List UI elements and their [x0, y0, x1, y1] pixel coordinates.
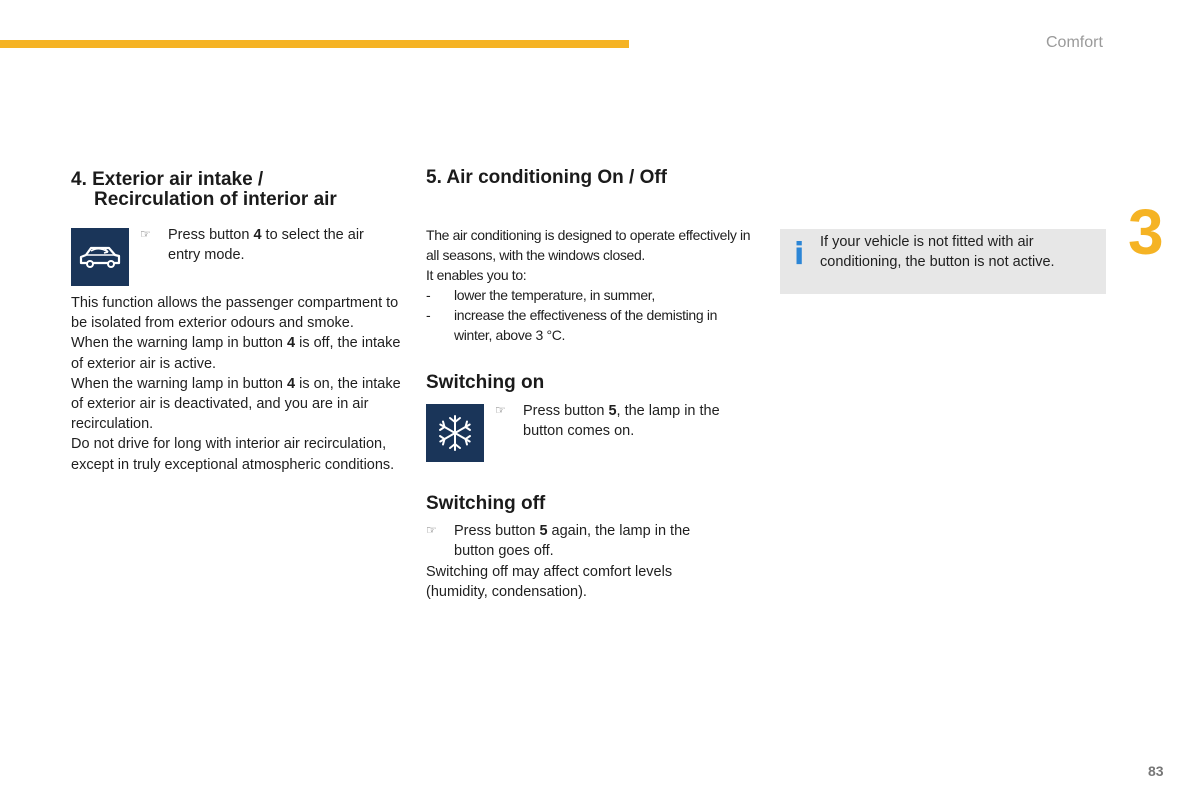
pointing-hand-icon: ☞	[495, 403, 506, 417]
air-conditioning-intro	[426, 225, 756, 286]
heading-air-conditioning: 5. Air conditioning On / Off	[426, 167, 667, 188]
air-conditioning-benefits-list	[426, 285, 756, 346]
heading-line-1: 4. Exterior air intake /	[71, 169, 264, 190]
page-number: 83	[1148, 763, 1164, 779]
pointing-hand-icon: ☞	[140, 227, 151, 241]
paragraph: It enables you to:	[426, 267, 527, 284]
car-air-recirculation-icon	[71, 228, 129, 286]
heading-switching-off: Switching off	[426, 493, 546, 514]
snowflake-icon	[426, 404, 484, 462]
bullet-switching-off: ☞ Press button 5 again, the lamp in the button goes off.	[426, 521, 726, 561]
switching-off-note: Switching off may affect comfort levels (humidity, condensation).	[426, 564, 673, 601]
bullet-select-air-entry: ☞ Press button 4 to select the air entry mode.	[140, 225, 390, 265]
bullet-switching-on: ☞ Press button 5, the lamp in the button comes on.	[495, 401, 745, 441]
exterior-air-description	[71, 293, 401, 475]
paragraph: When the warning lamp in button 4 is on, the intake of exterior air is deactivated, and you are in air recirculation.	[71, 375, 401, 433]
list-item: - increase the effectiveness of the demisting in winter, above 3 °C.	[426, 307, 718, 344]
info-icon: i	[794, 237, 805, 272]
pointing-hand-icon: ☞	[426, 523, 437, 537]
heading-line-2: Recirculation of interior air	[94, 189, 337, 210]
heading-switching-on: Switching on	[426, 372, 545, 393]
paragraph: When the warning lamp in button 4 is off, the intake of exterior air is active.	[71, 335, 401, 372]
info-note-box	[780, 229, 1106, 294]
paragraph: Do not drive for long with interior air recirculation, except in truly exceptional atmospheric conditions.	[71, 436, 395, 473]
chapter-number: 3	[1128, 196, 1164, 268]
paragraph: The air conditioning is designed to operate effectively in all seasons, with the windows closed.	[426, 227, 751, 264]
heading-exterior-air-intake	[71, 170, 337, 210]
info-note-text: If your vehicle is not fitted with air conditioning, the button is not active.	[820, 234, 1055, 271]
section-title: Comfort	[1046, 34, 1103, 51]
list-item: - lower the temperature, in summer,	[426, 287, 655, 303]
header-accent-bar	[0, 40, 629, 48]
paragraph: This function allows the passenger compartment to be isolated from exterior odours and smoke.	[71, 295, 399, 332]
